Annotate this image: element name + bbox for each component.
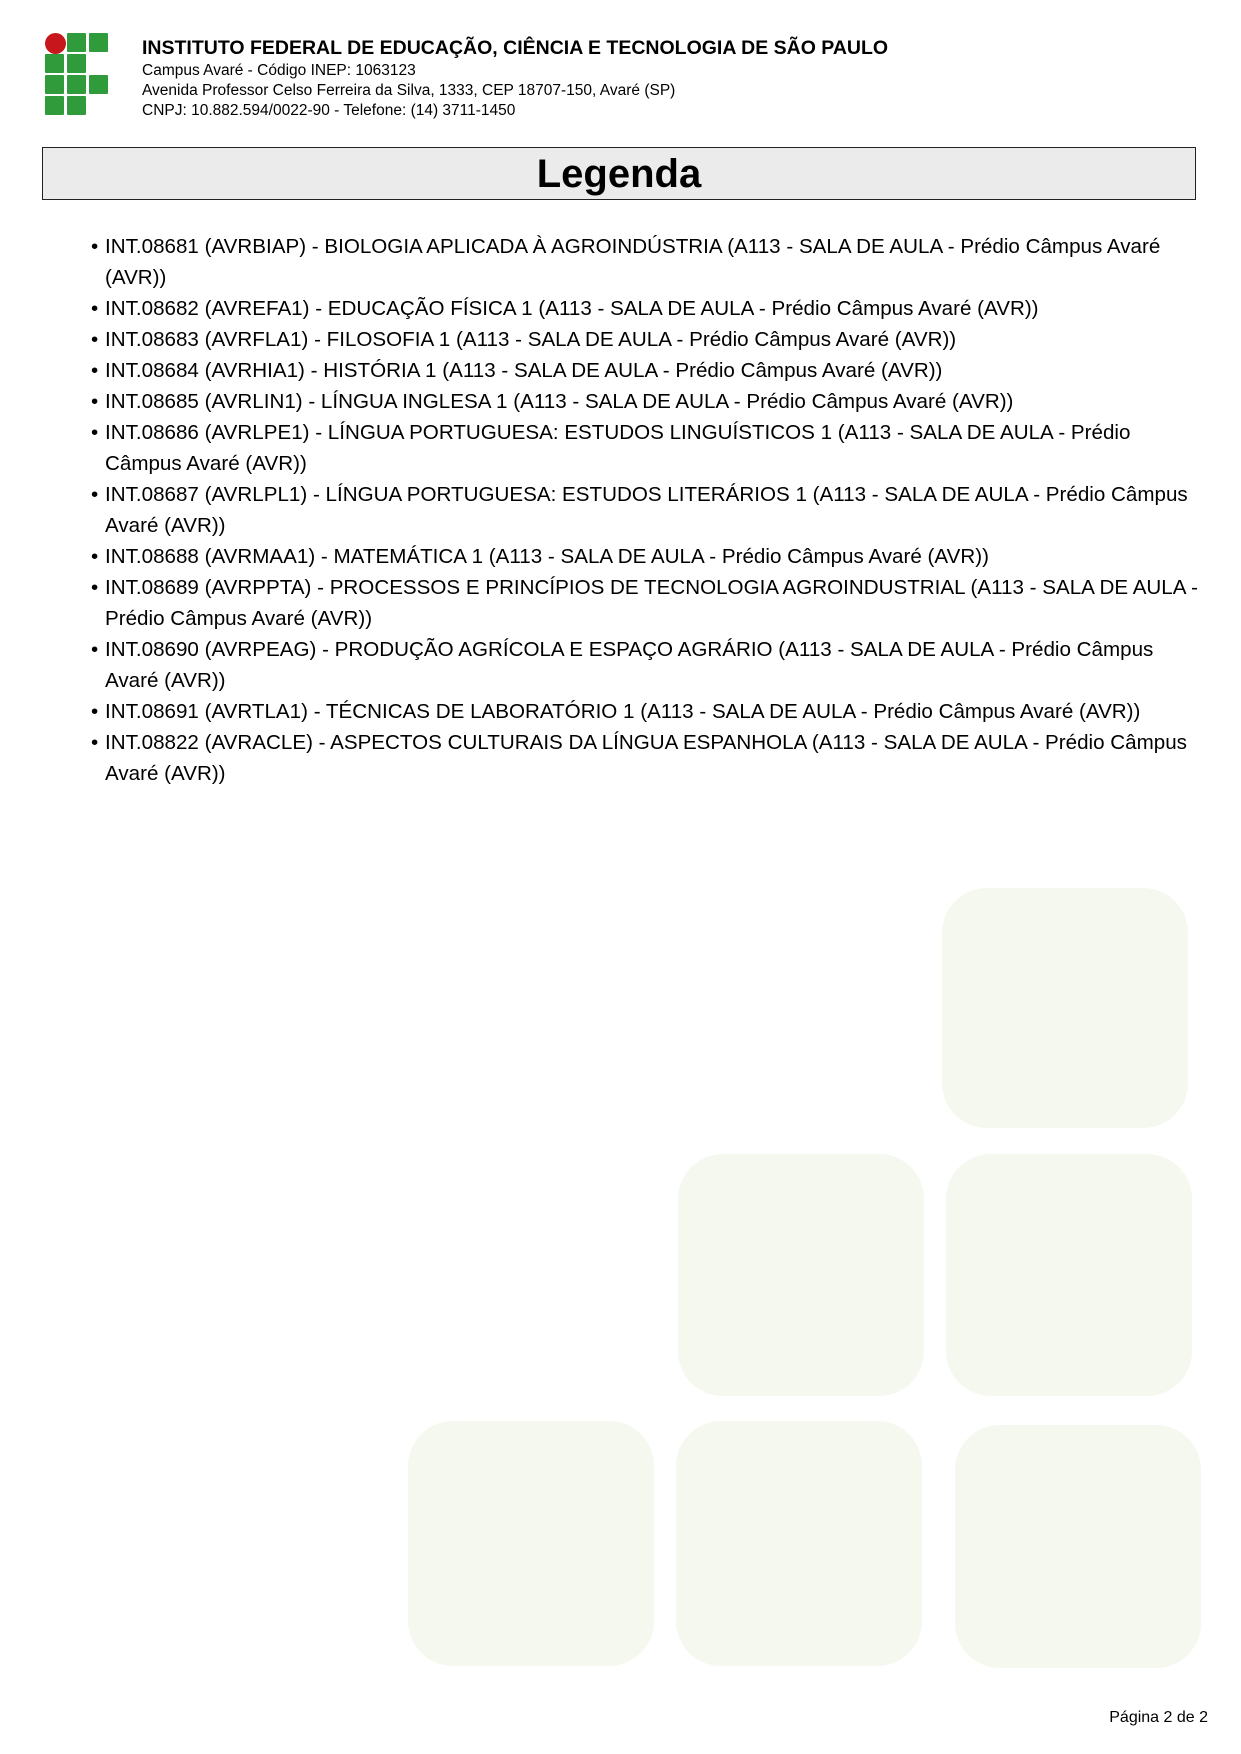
list-item: • INT.08690 (AVRPEAG) - PRODUÇÃO AGRÍCOLA E ESPAÇO AGRÁRIO (A113 - SALA DE AULA - Prédio Câmpus Avaré (AVR)) — [88, 634, 1203, 696]
list-item: • INT.08687 (AVRLPL1) - LÍNGUA PORTUGUESA: ESTUDOS LITERÁRIOS 1 (A113 - SALA DE AULA - Prédio Câmpus Avaré (AVR)) — [88, 479, 1203, 541]
ifsp-logo-icon — [45, 33, 109, 115]
institution-header — [142, 35, 888, 121]
address-line: Avenida Professor Celso Ferreira da Silva, 1333, CEP 18707-150, Avaré (SP) — [142, 82, 676, 99]
institution-name: INSTITUTO FEDERAL DE EDUCAÇÃO, CIÊNCIA E TECNOLOGIA DE SÃO PAULO — [142, 37, 889, 59]
list-item: • INT.08688 (AVRMAA1) - MATEMÁTICA 1 (A113 - SALA DE AULA - Prédio Câmpus Avaré (AVR)) — [88, 541, 1203, 572]
list-item: • INT.08681 (AVRBIAP) - BIOLOGIA APLICADA À AGROINDÚSTRIA (A113 - SALA DE AULA - Prédio Câmpus Avaré (AVR)) — [88, 231, 1203, 293]
cnpj-phone-line: CNPJ: 10.882.594/0022-90 - Telefone: (14) 3711-1450 — [142, 102, 516, 119]
legend-list — [88, 231, 1203, 789]
page-title: Legenda — [536, 151, 702, 196]
list-item: • INT.08684 (AVRHIA1) - HISTÓRIA 1 (A113 - SALA DE AULA - Prédio Câmpus Avaré (AVR)) — [88, 355, 1203, 386]
list-item: • INT.08689 (AVRPPTA) - PROCESSOS E PRINCÍPIOS DE TECNOLOGIA AGROINDUSTRIAL (A113 - SALA DE AULA - Prédio Câmpus Avaré (AVR)) — [88, 572, 1203, 634]
list-item: • INT.08822 (AVRACLE) - ASPECTOS CULTURAIS DA LÍNGUA ESPANHOLA (A113 - SALA DE AULA - Prédio Câmpus Avaré (AVR)) — [88, 727, 1203, 789]
campus-line: Campus Avaré - Código INEP: 1063123 — [142, 62, 416, 79]
list-item: • INT.08685 (AVRLIN1) - LÍNGUA INGLESA 1 (A113 - SALA DE AULA - Prédio Câmpus Avaré (AVR)) — [88, 386, 1203, 417]
list-item: • INT.08691 (AVRTLA1) - TÉCNICAS DE LABORATÓRIO 1 (A113 - SALA DE AULA - Prédio Câmpus Avaré (AVR)) — [88, 696, 1203, 727]
list-item: • INT.08686 (AVRLPE1) - LÍNGUA PORTUGUESA: ESTUDOS LINGUÍSTICOS 1 (A113 - SALA DE AULA - Prédio Câmpus Avaré (AVR)) — [88, 417, 1203, 479]
legend-title-box — [42, 147, 1196, 200]
list-item: • INT.08683 (AVRFLA1) - FILOSOFIA 1 (A113 - SALA DE AULA - Prédio Câmpus Avaré (AVR)) — [88, 324, 1203, 355]
list-item: • INT.08682 (AVREFA1) - EDUCAÇÃO FÍSICA 1 (A113 - SALA DE AULA - Prédio Câmpus Avaré (AVR)) — [88, 293, 1203, 324]
page-number: Página 2 de 2 — [1109, 1709, 1208, 1726]
